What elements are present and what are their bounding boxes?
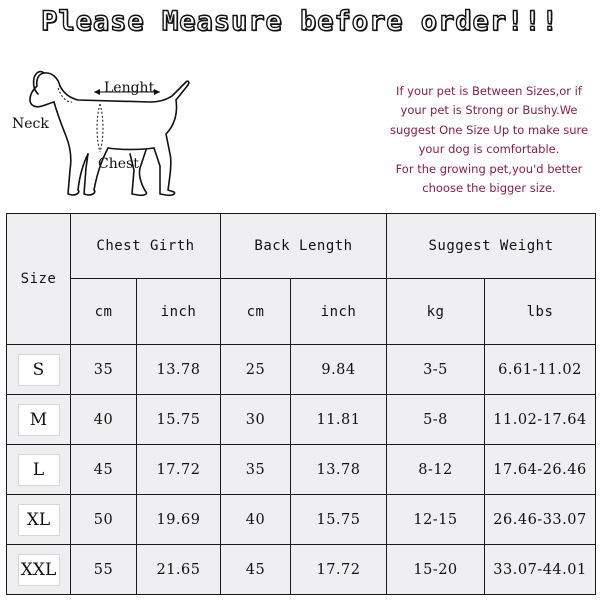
weight-lbs-cell: 11.02-17.64 xyxy=(485,395,596,445)
weight-kg-cell: 12-15 xyxy=(387,495,485,545)
table-row xyxy=(7,395,596,445)
chest-cm-cell: 45 xyxy=(71,445,137,495)
back-length-header: Back Length xyxy=(221,214,387,279)
unit-header: inch xyxy=(137,279,221,345)
chest-inch-cell: 13.78 xyxy=(137,345,221,395)
size-label: M xyxy=(18,404,60,436)
size-chart-table xyxy=(6,213,596,595)
table-row xyxy=(7,445,596,495)
back-cm-cell: 40 xyxy=(221,495,291,545)
chest-inch-cell: 15.75 xyxy=(137,395,221,445)
note-line: your pet is Strong or Bushy.We xyxy=(400,103,578,118)
back-cm-cell: 45 xyxy=(221,545,291,595)
back-inch-cell: 9.84 xyxy=(291,345,387,395)
note-line: your dog is comfortable. xyxy=(418,142,560,157)
table-row xyxy=(7,495,596,545)
chest-inch-cell: 17.72 xyxy=(137,445,221,495)
table-unit-row xyxy=(7,279,596,345)
table-row xyxy=(7,345,596,395)
weight-kg-cell: 5-8 xyxy=(387,395,485,445)
back-cm-cell: 30 xyxy=(221,395,291,445)
back-inch-cell: 15.75 xyxy=(291,495,387,545)
back-inch-cell: 13.78 xyxy=(291,445,387,495)
chest-girth-header: Chest Girth xyxy=(71,214,221,279)
unit-header: kg xyxy=(387,279,485,345)
back-inch-cell: 11.81 xyxy=(291,395,387,445)
note-line: choose the bigger size. xyxy=(422,181,556,196)
size-label: XL xyxy=(18,504,60,536)
unit-header: lbs xyxy=(485,279,596,345)
weight-kg-cell: 8-12 xyxy=(387,445,485,495)
unit-header: cm xyxy=(221,279,291,345)
table-header-row xyxy=(7,214,596,279)
unit-header: inch xyxy=(291,279,387,345)
note-line: For the growing pet,you'd better xyxy=(395,161,583,176)
chest-cm-cell: 55 xyxy=(71,545,137,595)
chest-inch-cell: 19.69 xyxy=(137,495,221,545)
weight-kg-cell: 3-5 xyxy=(387,345,485,395)
back-cm-cell: 25 xyxy=(221,345,291,395)
length-label: Lenght xyxy=(104,80,155,96)
chest-label: Chest xyxy=(98,156,139,172)
note-line: If your pet is Between Sizes,or if xyxy=(396,84,582,98)
back-inch-cell: 17.72 xyxy=(291,545,387,595)
chest-inch-cell: 21.65 xyxy=(137,545,221,595)
unit-header: cm xyxy=(71,279,137,345)
dog-silhouette-icon xyxy=(0,58,200,208)
weight-kg-cell: 15-20 xyxy=(387,545,485,595)
size-label: L xyxy=(18,454,60,486)
note-line: suggest One Size Up to make sure xyxy=(389,122,589,137)
size-label: S xyxy=(18,354,60,386)
page-title: Please Measure before order!!! xyxy=(41,6,559,37)
table-row xyxy=(7,545,596,595)
neck-label: Neck xyxy=(12,116,49,132)
dog-measurement-diagram xyxy=(0,58,200,208)
weight-lbs-cell: 6.61-11.02 xyxy=(485,345,596,395)
chest-cm-cell: 50 xyxy=(71,495,137,545)
chest-cm-cell: 35 xyxy=(71,345,137,395)
size-label: XXL xyxy=(18,554,60,586)
chest-cm-cell: 40 xyxy=(71,395,137,445)
weight-lbs-cell: 26.46-33.07 xyxy=(485,495,596,545)
weight-lbs-cell: 33.07-44.01 xyxy=(485,545,596,595)
back-cm-cell: 35 xyxy=(221,445,291,495)
weight-lbs-cell: 17.64-26.46 xyxy=(485,445,596,495)
sizing-note xyxy=(378,82,600,198)
suggest-weight-header: Suggest Weight xyxy=(387,214,596,279)
size-header: Size xyxy=(7,214,71,345)
